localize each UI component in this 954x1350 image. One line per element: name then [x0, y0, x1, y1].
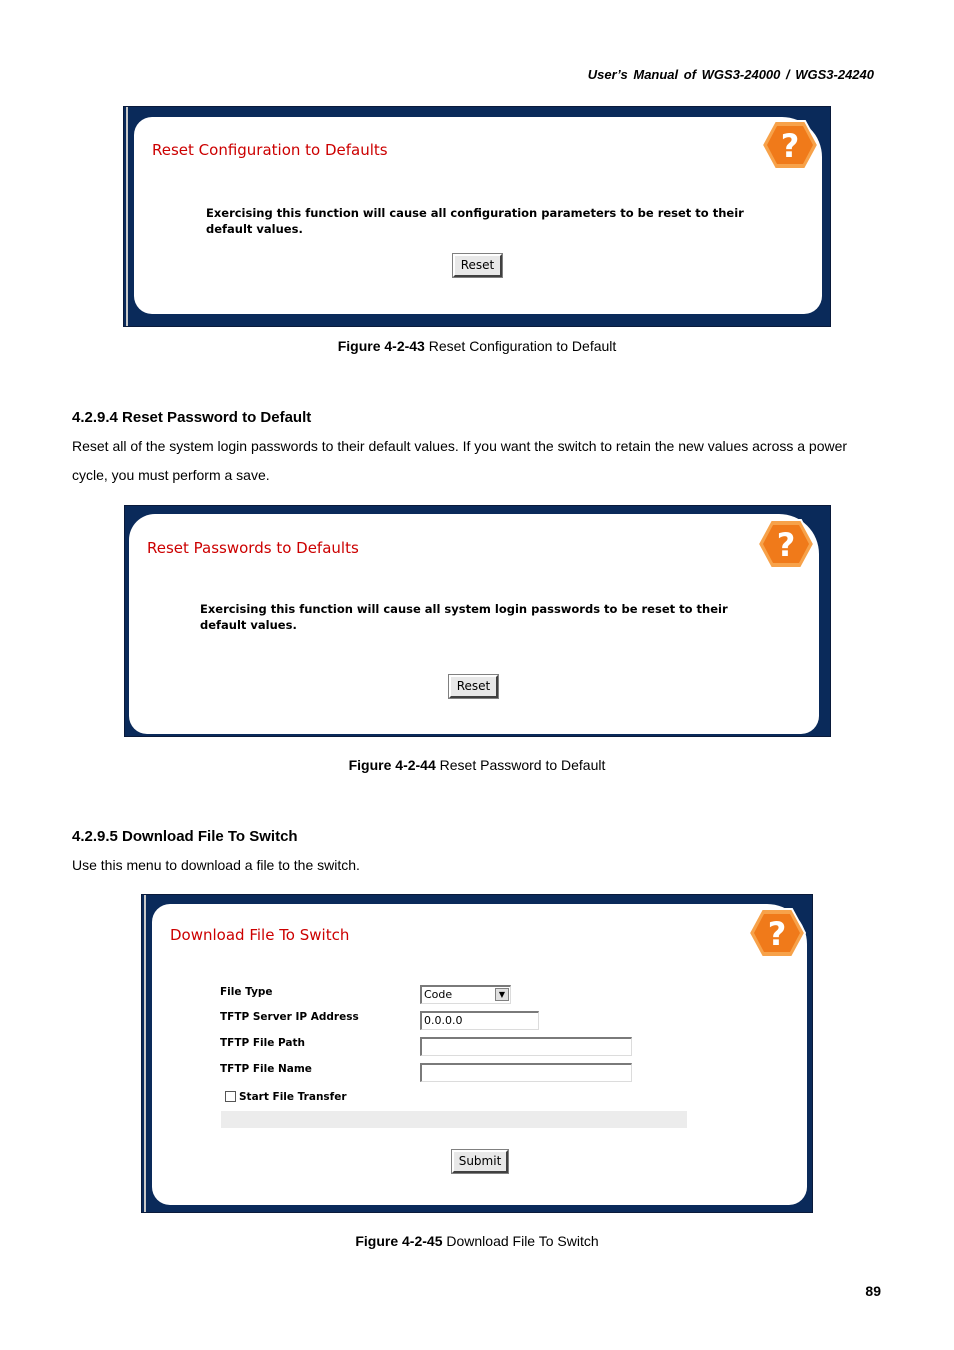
reset-passwords-panel [124, 505, 831, 737]
tftp-name-label: TFTP File Name [220, 1063, 312, 1075]
panel-left-border [126, 107, 128, 326]
svg-text:?: ? [776, 526, 796, 564]
svg-text:?: ? [767, 915, 787, 953]
figure-caption [0, 338, 954, 354]
file-type-label: File Type [220, 986, 273, 998]
section-heading: 4.2.9.4 Reset Password to Default [72, 409, 312, 426]
question-mark-hexagon-icon[interactable] [757, 518, 815, 570]
chevron-down-icon[interactable]: ▼ [495, 988, 509, 1001]
transfer-progress-bar [221, 1111, 687, 1128]
start-transfer-label: Start File Transfer [239, 1091, 347, 1103]
figure-caption [0, 1233, 954, 1249]
start-transfer-checkbox[interactable] [225, 1091, 236, 1102]
panel-title: Reset Passwords to Defaults [147, 539, 359, 557]
panel-title: Download File To Switch [170, 926, 350, 944]
tftp-ip-input[interactable]: 0.0.0.0 [420, 1011, 539, 1030]
section-body: Reset all of the system login passwords to their default values. If you want the switch to retain the new values across a power cycle, you must perform a save. [72, 438, 848, 483]
svg-text:?: ? [780, 127, 800, 165]
page-header: User’s Manual of WGS3-24000 / WGS3-24240 [587, 67, 874, 82]
tftp-name-input[interactable] [420, 1063, 632, 1082]
question-mark-hexagon-icon[interactable] [748, 907, 806, 959]
reset-config-panel [123, 106, 831, 327]
section-heading: 4.2.9.5 Download File To Switch [72, 828, 298, 845]
tftp-ip-label: TFTP Server IP Address [220, 1011, 359, 1023]
reset-button[interactable]: Reset [449, 675, 498, 698]
caption-label: Figure 4-2-43 [337, 338, 425, 354]
section-body: Use this menu to download a file to the switch. [72, 857, 360, 873]
caption-text: Reset Password to Default [435, 757, 606, 773]
panel-message: Exercising this function will cause all configuration parameters to be reset to their default values. [206, 206, 744, 236]
caption-label: Figure 4-2-44 [348, 757, 436, 773]
panel-left-border [144, 895, 146, 1212]
reset-button[interactable]: Reset [453, 254, 502, 277]
caption-text: Download File To Switch [442, 1233, 599, 1249]
submit-button[interactable]: Submit [452, 1150, 508, 1173]
caption-text: Reset Configuration to Default [424, 338, 617, 354]
download-file-panel [141, 894, 813, 1213]
page-number: 89 [865, 1283, 881, 1299]
tftp-path-input[interactable] [420, 1037, 632, 1056]
panel-message: Exercising this function will cause all system login passwords to be reset to their default values. [200, 602, 728, 632]
tftp-path-label: TFTP File Path [220, 1037, 305, 1049]
figure-caption [0, 757, 954, 773]
caption-label: Figure 4-2-45 [355, 1233, 443, 1249]
file-type-select[interactable] [420, 985, 511, 1004]
file-type-value: Code [424, 988, 453, 1001]
question-mark-hexagon-icon[interactable] [761, 119, 819, 171]
panel-title: Reset Configuration to Defaults [152, 141, 388, 159]
